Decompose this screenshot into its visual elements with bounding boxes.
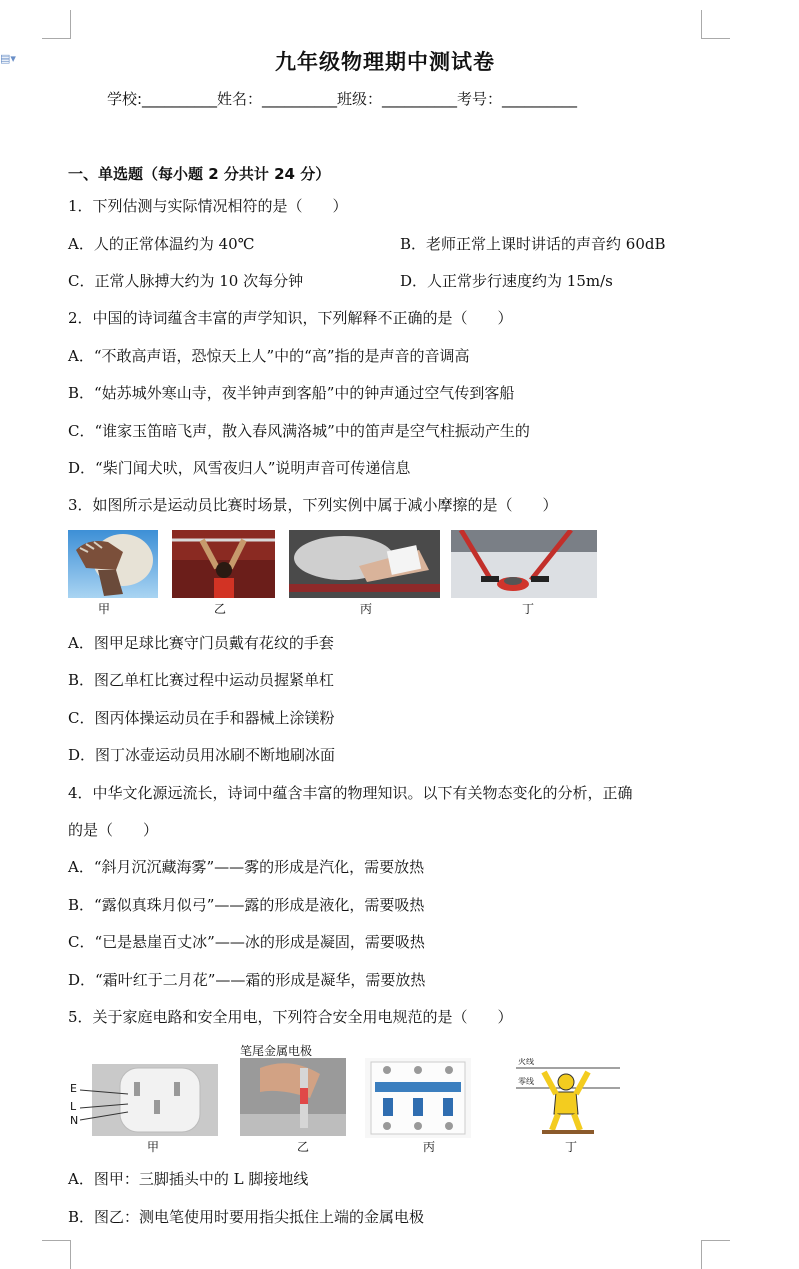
crop-mark-top-left bbox=[42, 10, 71, 39]
question-1-option-a: A．人的正常体温约为 40℃ bbox=[68, 235, 255, 253]
q5-caption-jia: 甲 bbox=[147, 1140, 160, 1154]
chalk-hands-image bbox=[289, 530, 440, 598]
question-1-stem: 1．下列估测与实际情况相符的是（ ） bbox=[68, 197, 348, 215]
question-4-option-c: C．“已是悬崖百丈冰”——冰的形成是凝固，需要吸热 bbox=[68, 933, 425, 951]
three-pin-plug-image bbox=[68, 1060, 218, 1138]
question-3-option-d: D．图丁冰壶运动员用冰刷不断地刷冰面 bbox=[68, 746, 336, 764]
question-2-option-b: B．“姑苏城外寒山寺，夜半钟声到客船”中的钟声通过空气传到客船 bbox=[68, 384, 515, 402]
question-5-option-a: A．图甲：三脚插头中的 L 脚接地线 bbox=[68, 1170, 309, 1188]
circuit-breaker-image bbox=[365, 1058, 471, 1138]
question-4-option-d: D．“霜叶红于二月花”——霜的形成是凝华，需要放热 bbox=[68, 971, 426, 989]
wire-label-live: 火线 bbox=[518, 1058, 534, 1066]
plug-label-n: N bbox=[70, 1114, 79, 1127]
question-3-option-c: C．图丙体操运动员在手和器械上涂镁粉 bbox=[68, 709, 335, 727]
question-3-stem: 3．如图所示是运动员比赛时场景，下列实例中属于减小摩擦的是（ ） bbox=[68, 496, 558, 514]
page-title: 九年级物理期中测试卷 bbox=[275, 50, 495, 74]
question-5-stem: 5．关于家庭电路和安全用电，下列符合安全用电规范的是（ ） bbox=[68, 1008, 513, 1026]
high-bar-gymnast-image bbox=[172, 530, 275, 598]
question-5-option-b: B．图乙：测电笔使用时要用指尖抵住上端的金属电极 bbox=[68, 1208, 425, 1226]
test-pen-image bbox=[240, 1058, 346, 1136]
section-heading: 一、单选题（每小题 2 分共计 24 分） bbox=[68, 165, 331, 183]
question-2-option-d: D．“柴门闻犬吠，风雪夜归人”说明声音可传递信息 bbox=[68, 459, 411, 477]
question-4-option-b: B．“露似真珠月似弓”——露的形成是液化，需要吸热 bbox=[68, 896, 425, 914]
question-1-option-d: D．人正常步行速度约为 15m/s bbox=[400, 272, 613, 290]
question-3-option-a: A．图甲足球比赛守门员戴有花纹的手套 bbox=[68, 634, 334, 652]
figure-caption-yi: 乙 bbox=[214, 602, 227, 616]
q5-caption-yi: 乙 bbox=[297, 1140, 310, 1154]
curling-sweep-image bbox=[451, 530, 597, 598]
wire-label-neutral: 零线 bbox=[518, 1077, 534, 1086]
pen-label: 笔尾金属电极 bbox=[240, 1044, 313, 1058]
question-3-option-b: B．图乙单杠比赛过程中运动员握紧单杠 bbox=[68, 671, 335, 689]
figure-caption-ding: 丁 bbox=[522, 602, 535, 616]
question-2-option-c: C．“谁家玉笛暗飞声，散入春风满洛城”中的笛声是空气柱振动产生的 bbox=[68, 422, 530, 440]
question-4-option-a: A．“斜月沉沉藏海雾”——雾的形成是汽化，需要放热 bbox=[68, 858, 425, 876]
question-1-option-c: C．正常人脉搏大约为 10 次每分钟 bbox=[68, 272, 304, 290]
question-4-stem-line-2: 的是（ ） bbox=[68, 821, 159, 839]
live-wire-person-image bbox=[516, 1058, 620, 1138]
crop-mark-top-right bbox=[701, 10, 730, 39]
question-1-option-b: B．老师正常上课时讲话的声音约 60dB bbox=[400, 235, 666, 253]
goalkeeper-glove-image bbox=[68, 530, 158, 598]
crop-mark-bottom-left bbox=[42, 1240, 71, 1269]
question-4-stem-line-1: 4．中华文化源远流长，诗词中蕴含丰富的物理知识。以下有关物态变化的分析，正确 bbox=[68, 784, 633, 802]
q5-caption-ding: 丁 bbox=[565, 1140, 578, 1154]
figure-caption-jia: 甲 bbox=[98, 602, 111, 616]
plug-label-e: E bbox=[70, 1082, 77, 1095]
q5-caption-bing: 丙 bbox=[423, 1140, 436, 1154]
figure-caption-bing: 丙 bbox=[360, 602, 373, 616]
student-info-line: 学校:__________姓名：__________班级：__________考号：__________ bbox=[107, 90, 578, 108]
question-2-option-a: A．“不敢高声语，恐惊天上人”中的“高”指的是声音的音调高 bbox=[68, 347, 470, 365]
plug-label-l: L bbox=[70, 1100, 77, 1113]
crop-mark-bottom-right bbox=[701, 1240, 730, 1269]
question-2-stem: 2．中国的诗词蕴含丰富的声学知识，下列解释不正确的是（ ） bbox=[68, 309, 513, 327]
paste-options-icon[interactable]: ▤▾ bbox=[0, 52, 16, 65]
